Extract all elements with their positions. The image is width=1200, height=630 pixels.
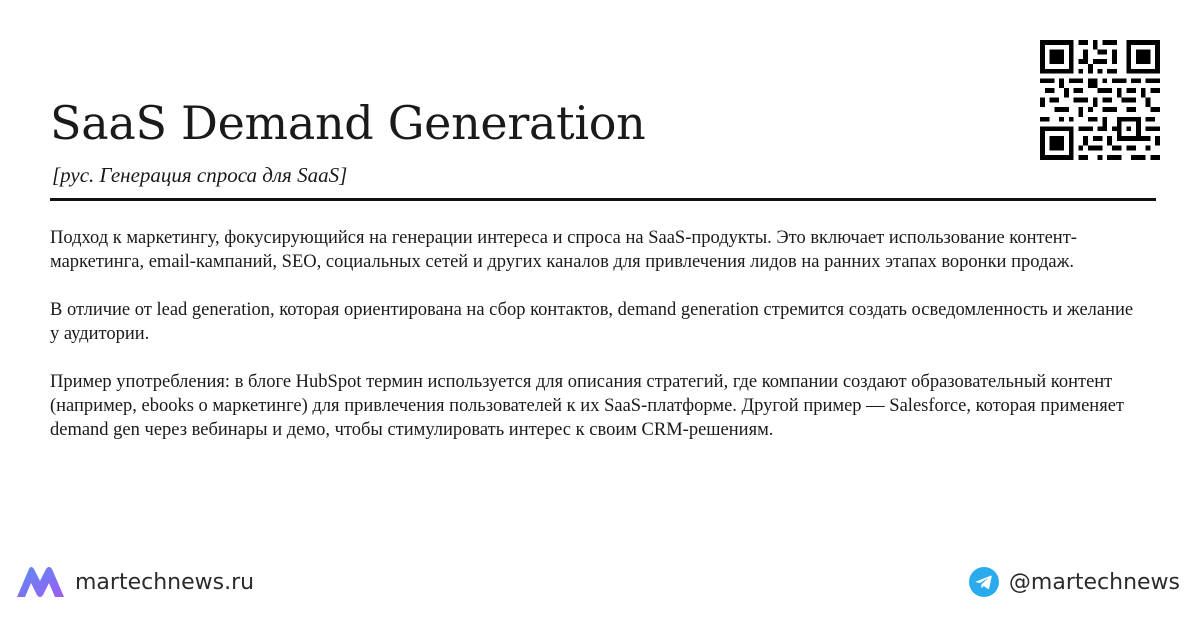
term-title: SaaS Demand Generation — [50, 96, 646, 150]
martechnews-logo-icon — [15, 565, 65, 599]
telegram-link[interactable] — [969, 565, 1180, 599]
definition-paragraph: В отличие от lead generation, которая ориентирована на сбор контактов, demand generation стремится создать осведомленность и желание у аудитории. — [50, 300, 1134, 344]
divider-rule — [50, 198, 1156, 201]
site-link[interactable] — [15, 565, 254, 599]
telegram-icon — [969, 567, 999, 597]
site-url[interactable]: martechnews.ru — [75, 569, 255, 595]
definition-body — [50, 226, 1140, 466]
usage-example-paragraph: Пример употребления: в блоге HubSpot термин используется для описания стратегий, где компании создают образовательный контент (например, ebooks о маркетинге) для привлечения пользователей к их SaaS-платформе. Другой пример — Salesforce, которая применяет demand gen через вебинары и демо, чтобы стимулировать интерес к своим CRM-решениям. — [50, 372, 1125, 440]
telegram-handle[interactable]: @martechnews — [1008, 569, 1180, 595]
definition-paragraph: Подход к маркетингу, фокусирующийся на генерации интереса и спроса на SaaS-продукты. Это включает использование контент-маркетинга, email-кампаний, SEO, социальных сетей и других каналов для привлечения лидов на ранних этапах воронки продаж. — [50, 228, 1077, 272]
term-translation: [рус. Генерация спроса для SaaS] — [52, 163, 348, 187]
qr-code-icon[interactable] — [1040, 40, 1160, 160]
